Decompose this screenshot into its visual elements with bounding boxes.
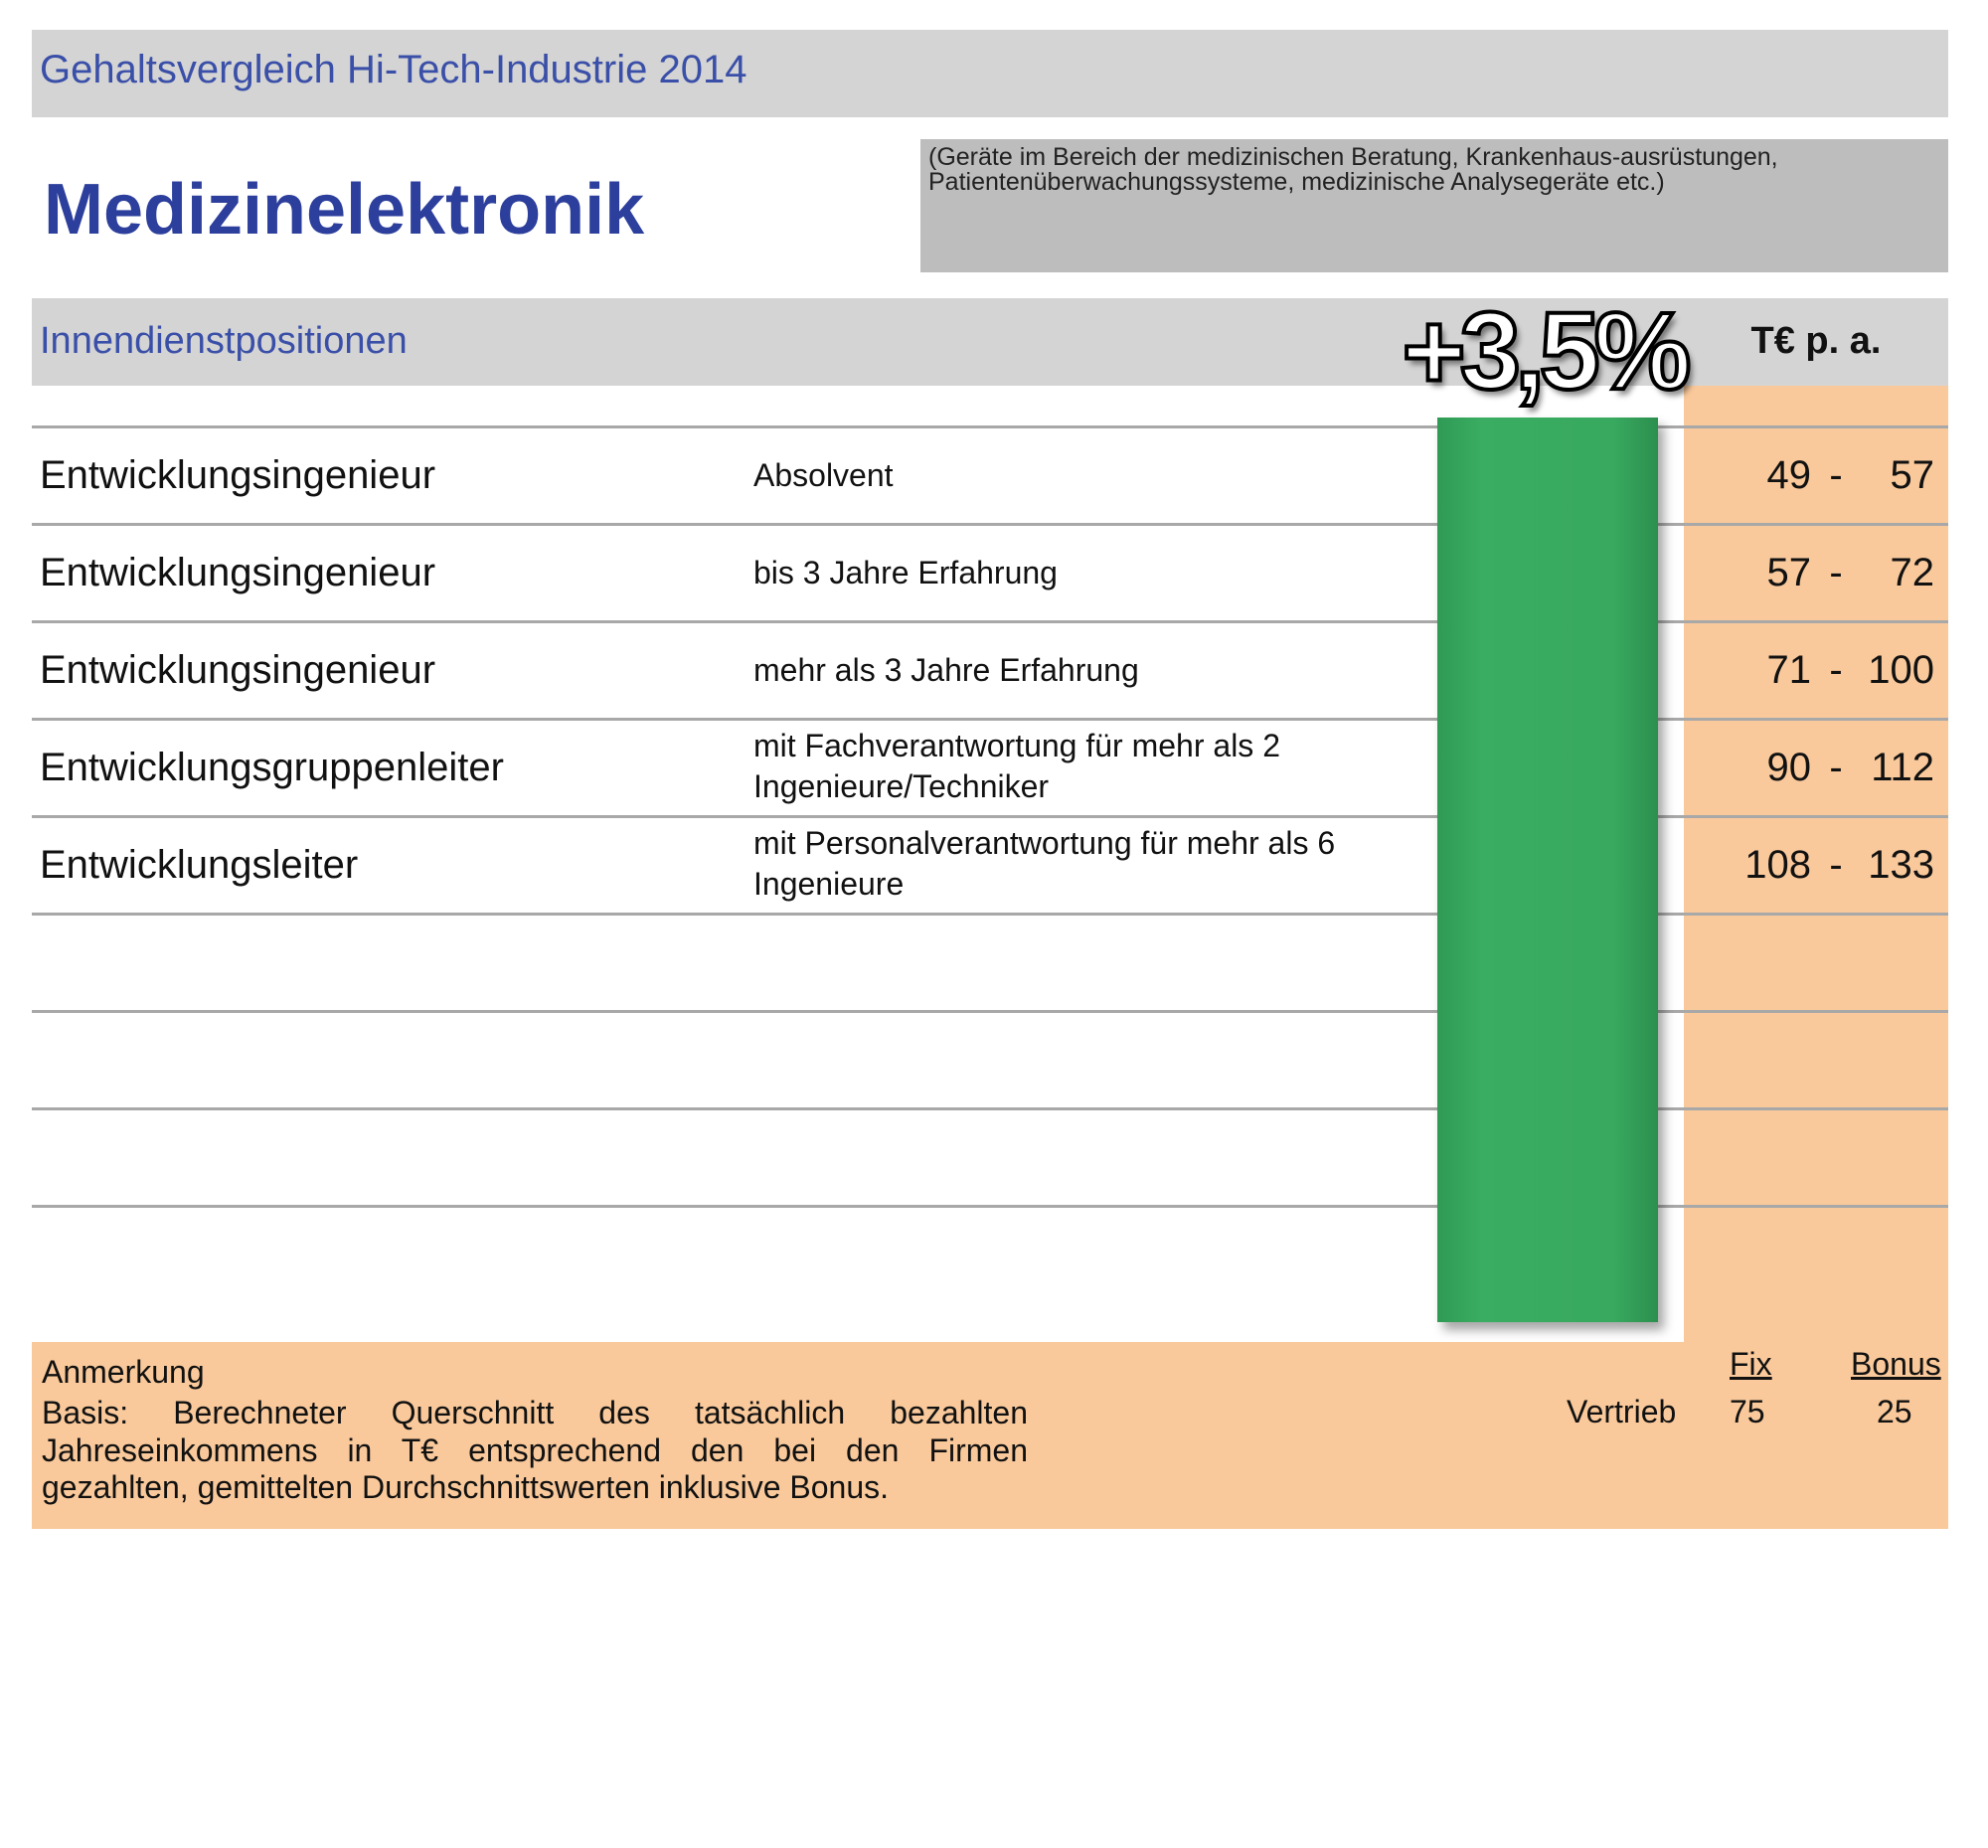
salary-max: 72: [1890, 551, 1934, 594]
salary-min: 49: [1766, 453, 1811, 497]
experience-level: Absolvent: [753, 457, 894, 493]
salary-min: 71: [1766, 648, 1811, 692]
experience-level: mehr als 3 Jahre Erfahrung: [753, 652, 1139, 688]
salary-max: 100: [1868, 648, 1934, 692]
salary-min: 108: [1744, 843, 1811, 887]
fix-label: Fix: [1730, 1346, 1772, 1382]
row-divider: [32, 1205, 1948, 1208]
row-divider: [32, 620, 1948, 623]
category-title: Medizinelektronik: [44, 170, 645, 250]
page-title: Gehaltsvergleich Hi-Tech-Industrie 2014: [40, 48, 747, 91]
note-text-last-line: gezahlten, gemittelten Durchschnittswerten inklusive Bonus.: [42, 1469, 889, 1505]
bonus-value: 25: [1877, 1394, 1912, 1429]
split-row-label: Vertrieb: [1567, 1394, 1677, 1429]
position-name: Entwicklungsgruppenleiter: [40, 746, 504, 789]
row-divider: [32, 913, 1948, 916]
row-divider: [32, 1010, 1948, 1013]
range-dash: -: [1829, 746, 1843, 789]
row-divider: [32, 425, 1948, 428]
note-heading: Anmerkung: [42, 1354, 205, 1390]
row-divider: [32, 718, 1948, 721]
experience-level: mit Personalverantwortung für mehr als 6 Ingenieure: [753, 825, 1336, 902]
salary-max: 133: [1868, 843, 1934, 887]
note-text: Basis: Berechneter Querschnitt des tatsächlich bezahlten Jahreseinkommens in T€ entsprechend den bei den Firmen: [42, 1395, 1028, 1468]
fix-value: 75: [1730, 1394, 1765, 1429]
salary-min: 90: [1766, 746, 1811, 789]
section-title: Innendienstpositionen: [40, 320, 408, 362]
row-divider: [32, 815, 1948, 818]
experience-level: bis 3 Jahre Erfahrung: [753, 555, 1058, 590]
position-name: Entwicklungsingenieur: [40, 453, 436, 497]
position-name: Entwicklungsleiter: [40, 843, 359, 887]
experience-level: mit Fachverantwortung für mehr als 2 Ingenieure/Techniker: [753, 728, 1280, 804]
range-dash: -: [1829, 843, 1843, 887]
salary-max: 112: [1871, 746, 1934, 789]
category-description: (Geräte im Bereich der medizinischen Beratung, Krankenhaus-ausrüstungen, Patientenüberwachungssysteme, medizinische Analysegeräte etc.): [928, 143, 1778, 196]
change-badge: +3,5%: [1402, 290, 1686, 413]
increase-bar: [1437, 418, 1658, 1322]
position-name: Entwicklungsingenieur: [40, 551, 436, 594]
salary-min: 57: [1766, 551, 1811, 594]
bonus-label: Bonus: [1851, 1346, 1941, 1382]
salary-max: 57: [1890, 453, 1934, 497]
row-divider: [32, 523, 1948, 526]
position-name: Entwicklungsingenieur: [40, 648, 436, 692]
range-dash: -: [1829, 648, 1843, 692]
range-dash: -: [1829, 551, 1843, 594]
unit-label: T€ p. a.: [1750, 320, 1882, 362]
row-divider: [32, 1107, 1948, 1110]
range-dash: -: [1829, 453, 1843, 497]
